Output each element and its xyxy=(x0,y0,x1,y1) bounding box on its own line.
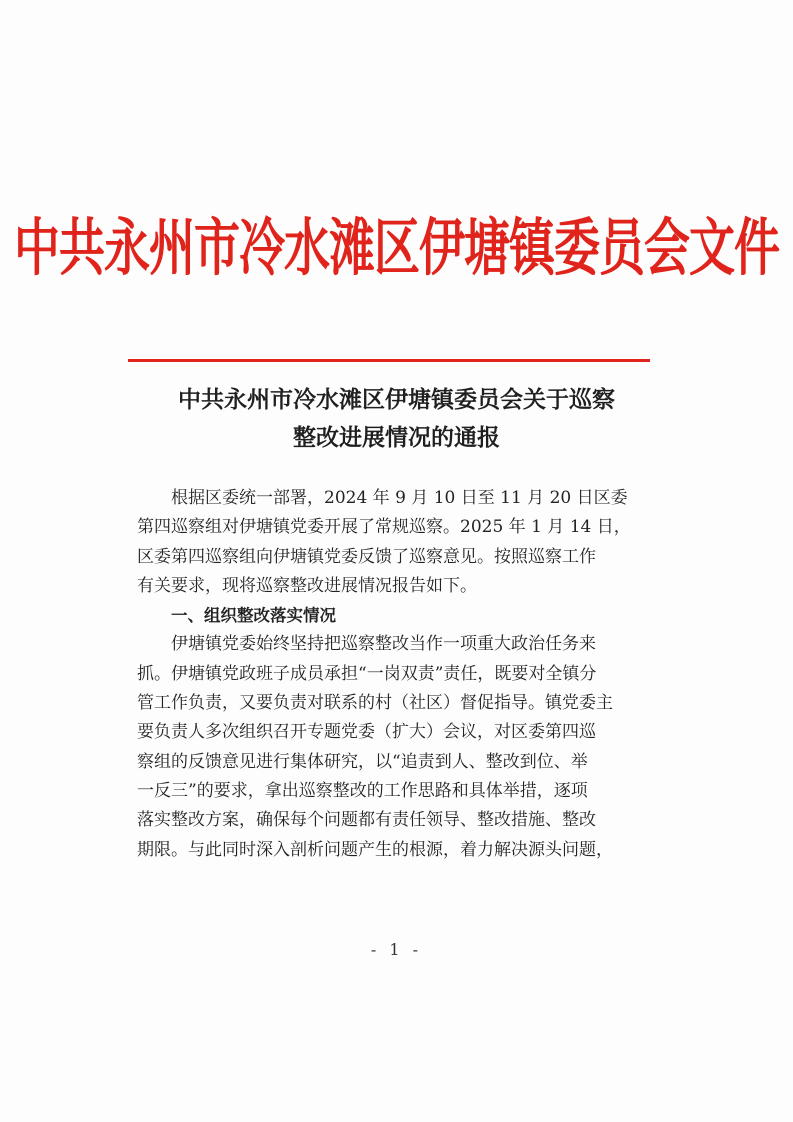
document-title-line: 中共永州市冷水滩区伊塘镇委员会关于巡察 xyxy=(178,386,615,413)
paragraph-line: 管工作负责，又要负责对联系的村（社区）督促指导。镇党委主 xyxy=(137,693,613,714)
document-title-line: 整改进展情况的通报 xyxy=(293,424,500,451)
page-number: - 1 - xyxy=(370,940,423,959)
red-separator-line xyxy=(128,359,650,362)
paragraph-line: 期限。与此同时深入剖析问题产生的根源，着力解决源头问题， xyxy=(137,839,613,860)
document-body xyxy=(137,484,657,865)
paragraph-line: 根据区委统一部署，2024 年 9 月 10 日至 11 月 20 日区委 xyxy=(171,488,628,508)
paragraph-line: 第四巡察组对伊塘镇党委开展了常规巡察。2025 年 1 月 14 日， xyxy=(137,517,631,538)
paragraph-line: 要负责人多次组织召开专题党委（扩大）会议，对区委第四巡 xyxy=(137,722,596,743)
issuer-header-title: 中共永州市冷水滩区伊塘镇委员会文件 xyxy=(14,210,779,284)
paragraph-line: 一反三”的要求，拿出巡察整改的工作思路和具体举措，逐项 xyxy=(137,780,588,801)
paragraph-line: 落实整改方案，确保每个问题都有责任领导、整改措施、整改 xyxy=(137,810,596,831)
paragraph-line: 有关要求，现将巡察整改进展情况报告如下。 xyxy=(137,575,477,596)
section-heading: 一、组织整改落实情况 xyxy=(171,606,336,626)
document-title xyxy=(110,381,683,457)
paragraph-line: 区委第四巡察组向伊塘镇党委反馈了巡察意见。按照巡察工作 xyxy=(137,546,596,567)
paragraph-line: 抓。伊塘镇党政班子成员承担“一岗双责”责任，既要对全镇分 xyxy=(137,663,597,684)
paragraph-line: 伊塘镇党委始终坚持把巡察整改当作一项重大政治任务来 xyxy=(171,634,596,655)
paragraph-line: 察组的反馈意见进行集体研究，以“追责到人、整改到位、举 xyxy=(137,751,588,772)
